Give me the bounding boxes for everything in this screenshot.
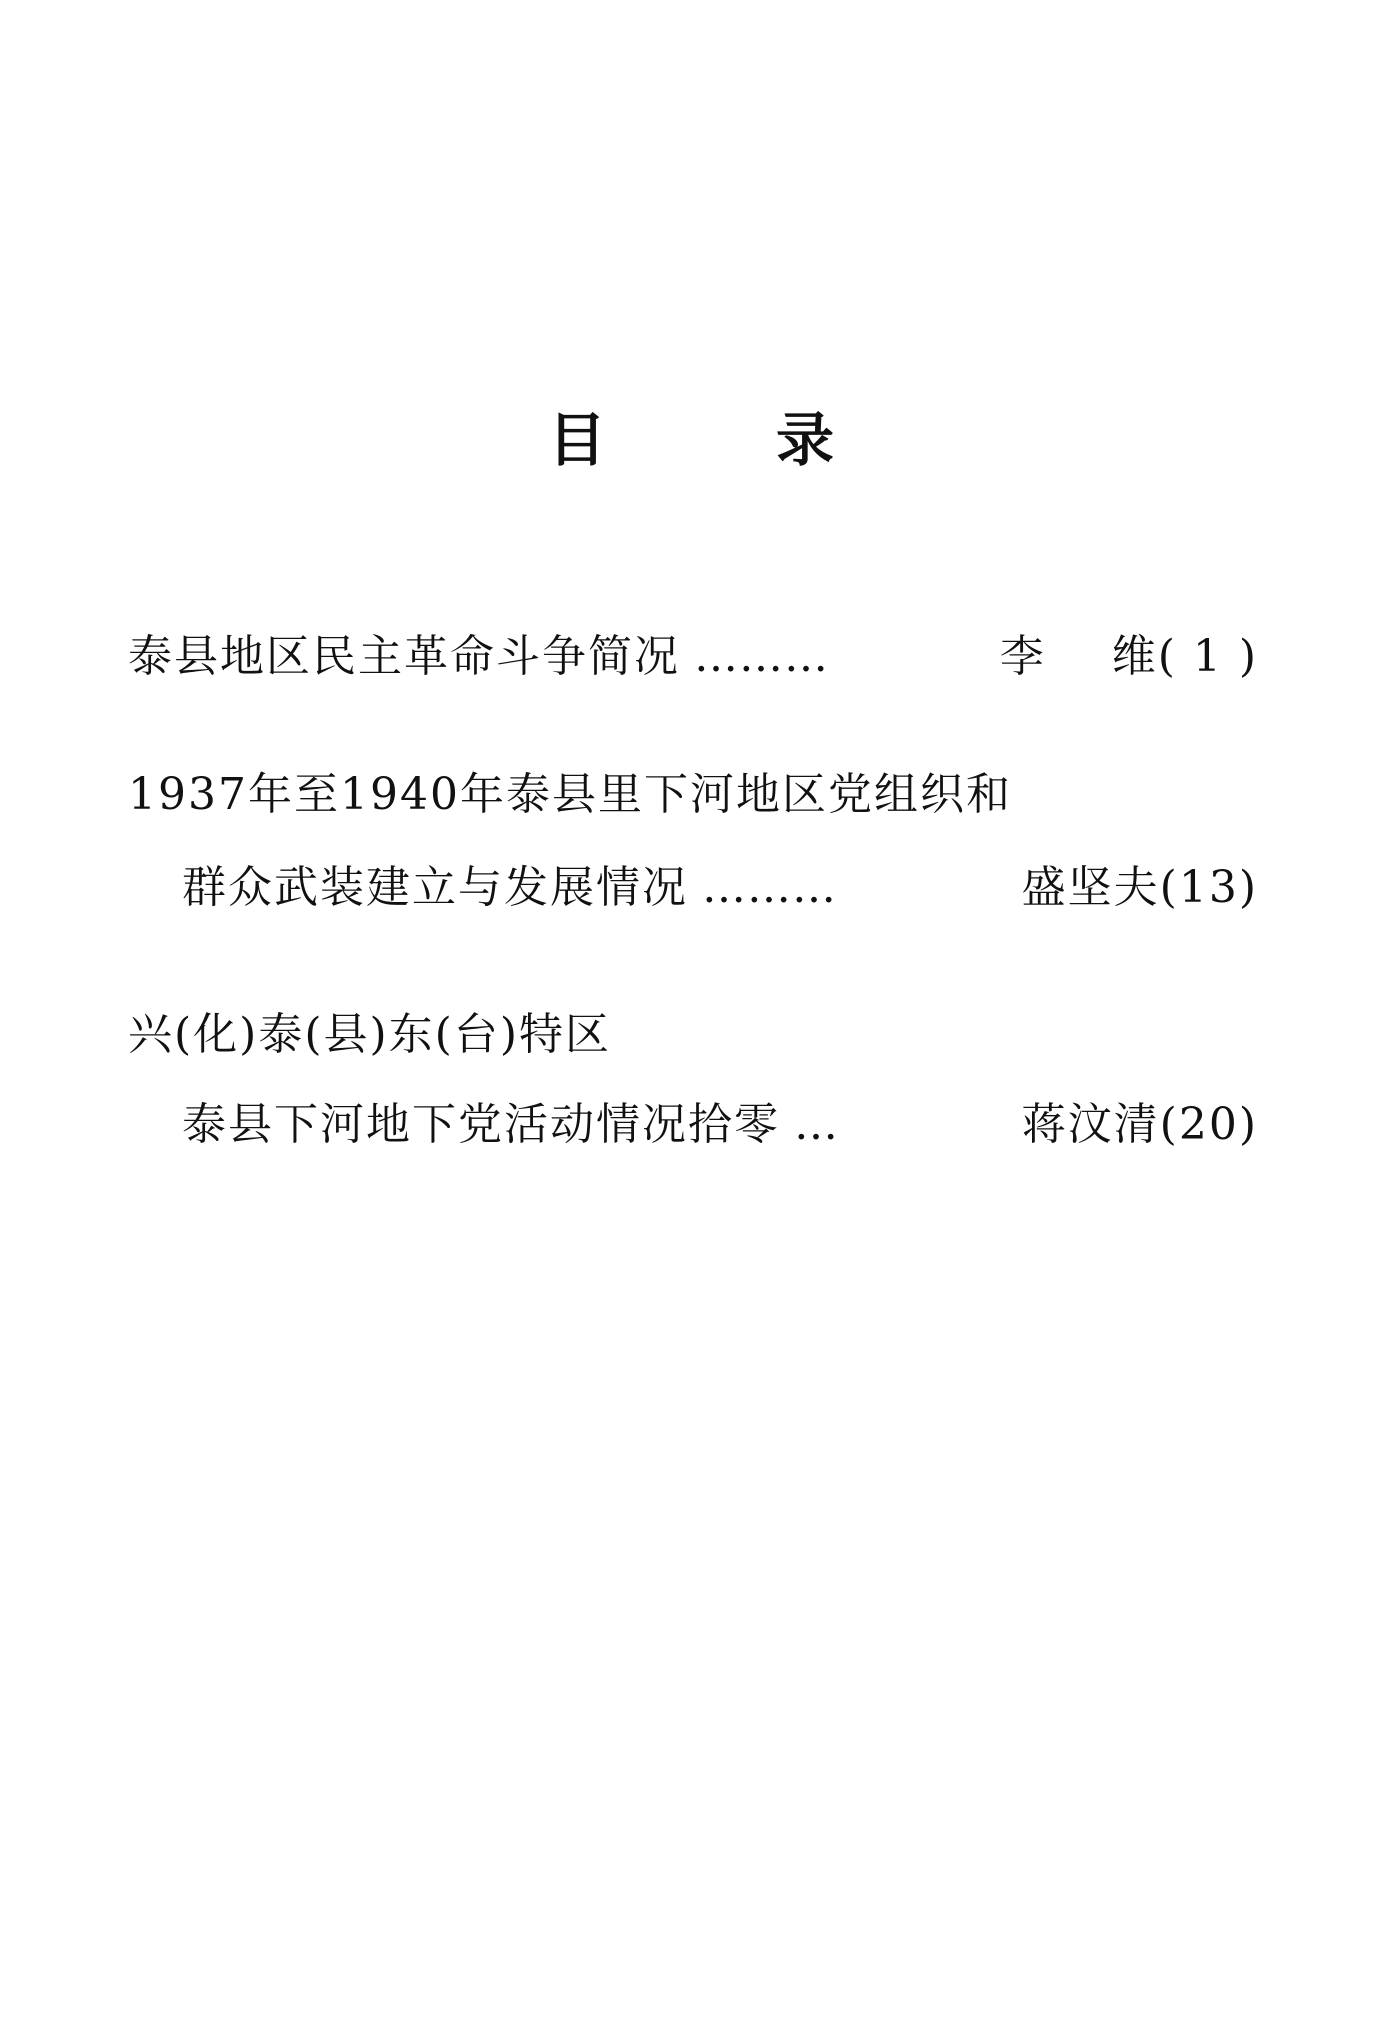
- page-title-char-2: 录: [776, 406, 835, 474]
- toc-entry-2-title-line-2: 群众武装建立与发展情况: [182, 862, 688, 913]
- toc-entry-2-line-2[interactable]: [182, 853, 1258, 923]
- toc-entry-3-line-2[interactable]: [182, 1090, 1258, 1160]
- toc-entry-2-title-line-1: 1937年至1940年泰县里下河地区党组织和: [128, 769, 1012, 820]
- toc-entry-1-author-part-2: 维: [1111, 631, 1158, 682]
- toc-entry-3-author-group: [1020, 1090, 1258, 1160]
- toc-entry-3-leader: …: [794, 1099, 839, 1150]
- toc-entry-1-author-group: [998, 622, 1258, 692]
- toc-entry-3-line-1[interactable]: [128, 1000, 1258, 1070]
- toc-entry-2-author-group: [1020, 853, 1258, 923]
- toc-entry-3-page: (20): [1159, 1099, 1258, 1150]
- page-title: [0, 405, 1382, 475]
- toc-entry-2-page: (13): [1159, 862, 1258, 913]
- page-title-char-1: 目: [547, 406, 606, 474]
- toc-entry-1-author-part-1: 李: [999, 631, 1046, 682]
- toc-entry-1-title: 泰县地区民主革命斗争简况: [128, 631, 680, 682]
- toc-entry-1-page: ( 1 ): [1157, 631, 1258, 682]
- toc-entry-3-title-line-2: 泰县下河地下党活动情况拾零: [182, 1099, 780, 1150]
- toc-entry-3-author: 蒋汶清: [1021, 1099, 1160, 1150]
- toc-entry-2-line-1[interactable]: [128, 760, 1258, 830]
- toc-entry-3-title-line-1: 兴(化)泰(县)东(台)特区: [128, 1009, 611, 1060]
- toc-entry-2-author: 盛坚夫: [1021, 862, 1160, 913]
- toc-entry-2-leader: ………: [702, 862, 837, 913]
- toc-entry-1[interactable]: [128, 622, 1258, 692]
- toc-entry-1-leader: ………: [694, 631, 829, 682]
